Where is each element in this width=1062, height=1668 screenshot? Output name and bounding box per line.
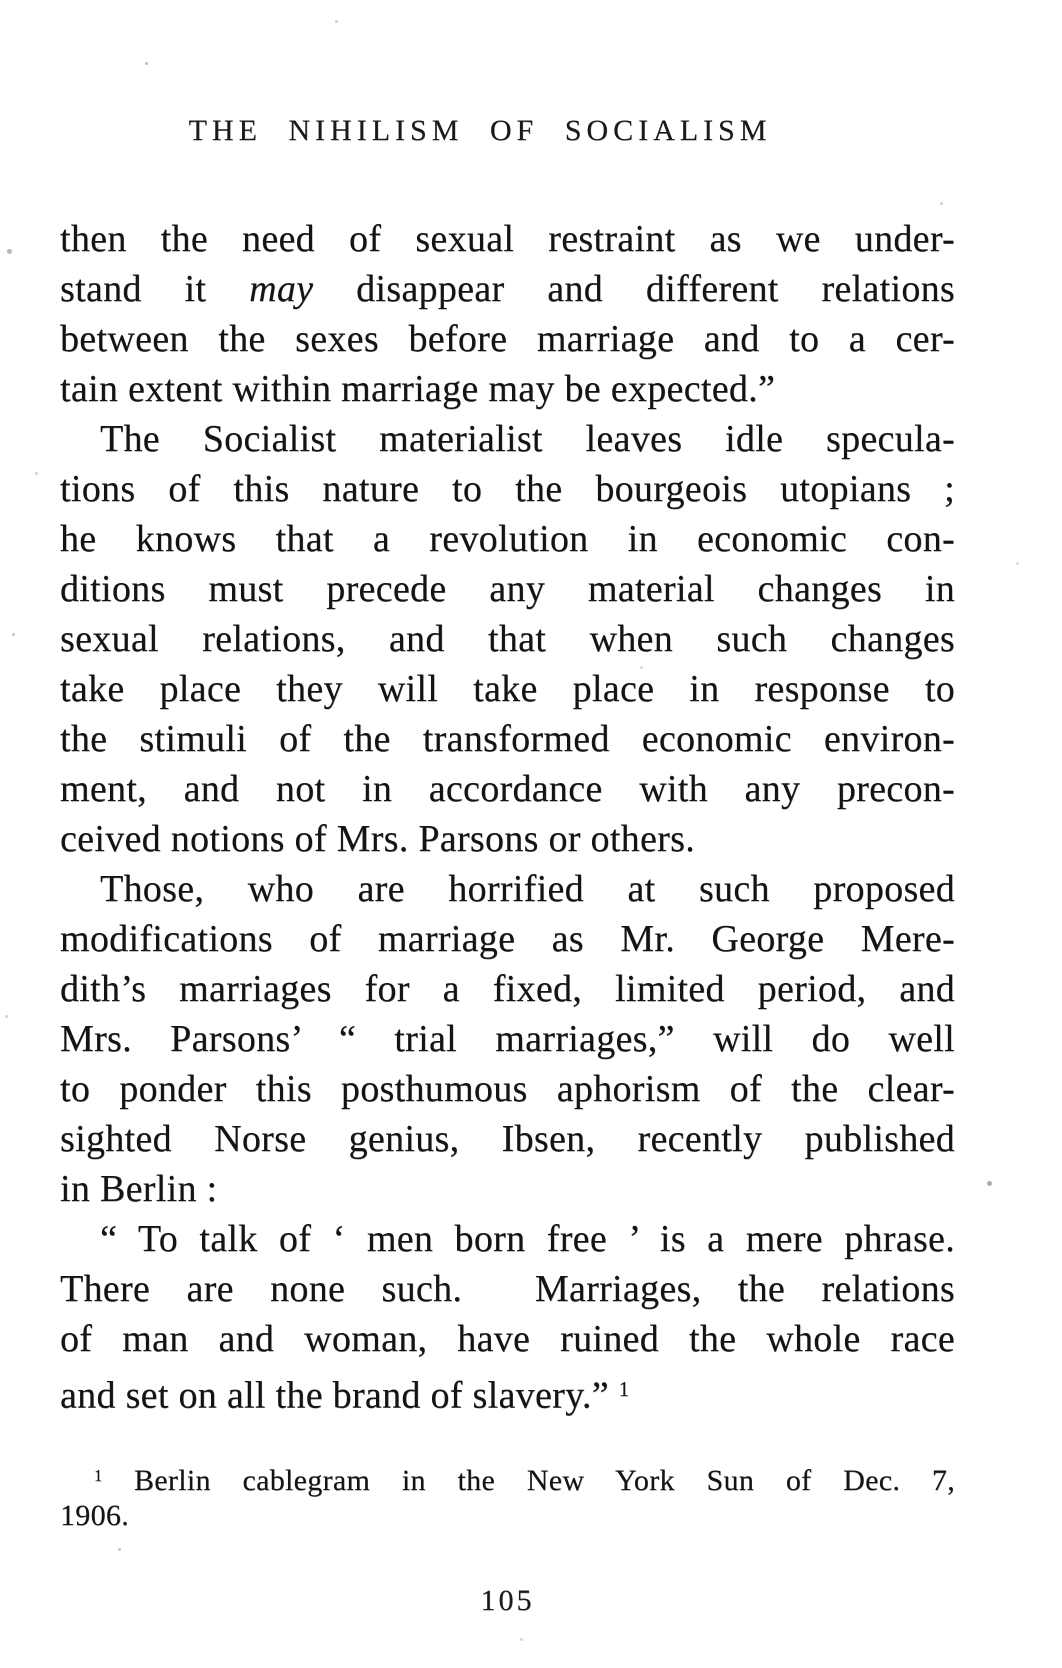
text-line: The Socialist materialist leaves idle specula-: [100, 418, 955, 460]
running-head: THE NIHILISM OF SOCIALISM: [188, 114, 772, 147]
text-line: and set on all the brand of slavery.” $^1$: [60, 1374, 630, 1417]
text-line: Those, who are horrified at such proposed: [100, 868, 955, 910]
page-number: 105: [480, 1584, 535, 1617]
text-line: modifications of marriage as Mr. George Mere-: [60, 918, 955, 960]
paragraph-2: [60, 414, 955, 864]
text-line: of man and woman, have ruined the whole race: [60, 1318, 955, 1360]
footnote: [60, 1458, 955, 1533]
text-line: sighted Norse genius, Ibsen, recently published: [60, 1118, 955, 1160]
text-line: 1906.: [60, 1499, 129, 1533]
footnote-marker: 1: [618, 1377, 630, 1401]
body-text: [60, 214, 955, 1420]
text-line: he knows that a revolution in economic con-: [60, 518, 955, 560]
text-line: “ To talk of ‘ men born free ’ is a mere phrase.: [100, 1218, 955, 1260]
text-line: stand it may disappear and different relations: [60, 268, 956, 310]
paragraph-4: [60, 1214, 955, 1420]
italic-word: may: [249, 268, 314, 310]
text-line: then the need of sexual restraint as we under-: [60, 218, 955, 260]
text-line: $^1$ Berlin cablegram in the New York Sun of Dec. 7,: [94, 1464, 955, 1498]
text-line: There are none such. Marriages, the relations: [60, 1268, 955, 1310]
text-line: Mrs. Parsons’ “ trial marriages,” will do well: [60, 1018, 955, 1060]
text-line: ditions must precede any material changes in: [60, 568, 955, 610]
paragraph-3: [60, 864, 955, 1214]
text-line: ceived notions of Mrs. Parsons or others.: [60, 818, 695, 860]
footnote-paragraph: [60, 1458, 955, 1533]
text-line: take place they will take place in response to: [60, 668, 955, 710]
text-line: tions of this nature to the bourgeois utopians ;: [60, 468, 955, 510]
text-line: between the sexes before marriage and to a cer-: [60, 318, 955, 360]
text-line: the stimuli of the transformed economic environ-: [60, 718, 955, 760]
text-line: dith’s marriages for a fixed, limited period, and: [60, 968, 955, 1010]
text-line: to ponder this posthumous aphorism of the clear-: [60, 1068, 955, 1110]
paragraph-1: [60, 214, 955, 414]
text-line: in Berlin :: [60, 1168, 218, 1210]
footnote-marker: 1: [94, 1466, 103, 1485]
text-line: sexual relations, and that when such changes: [60, 618, 955, 660]
text-line: ment, and not in accordance with any precon-: [60, 768, 955, 810]
text-line: tain extent within marriage may be expected.”: [60, 368, 776, 410]
